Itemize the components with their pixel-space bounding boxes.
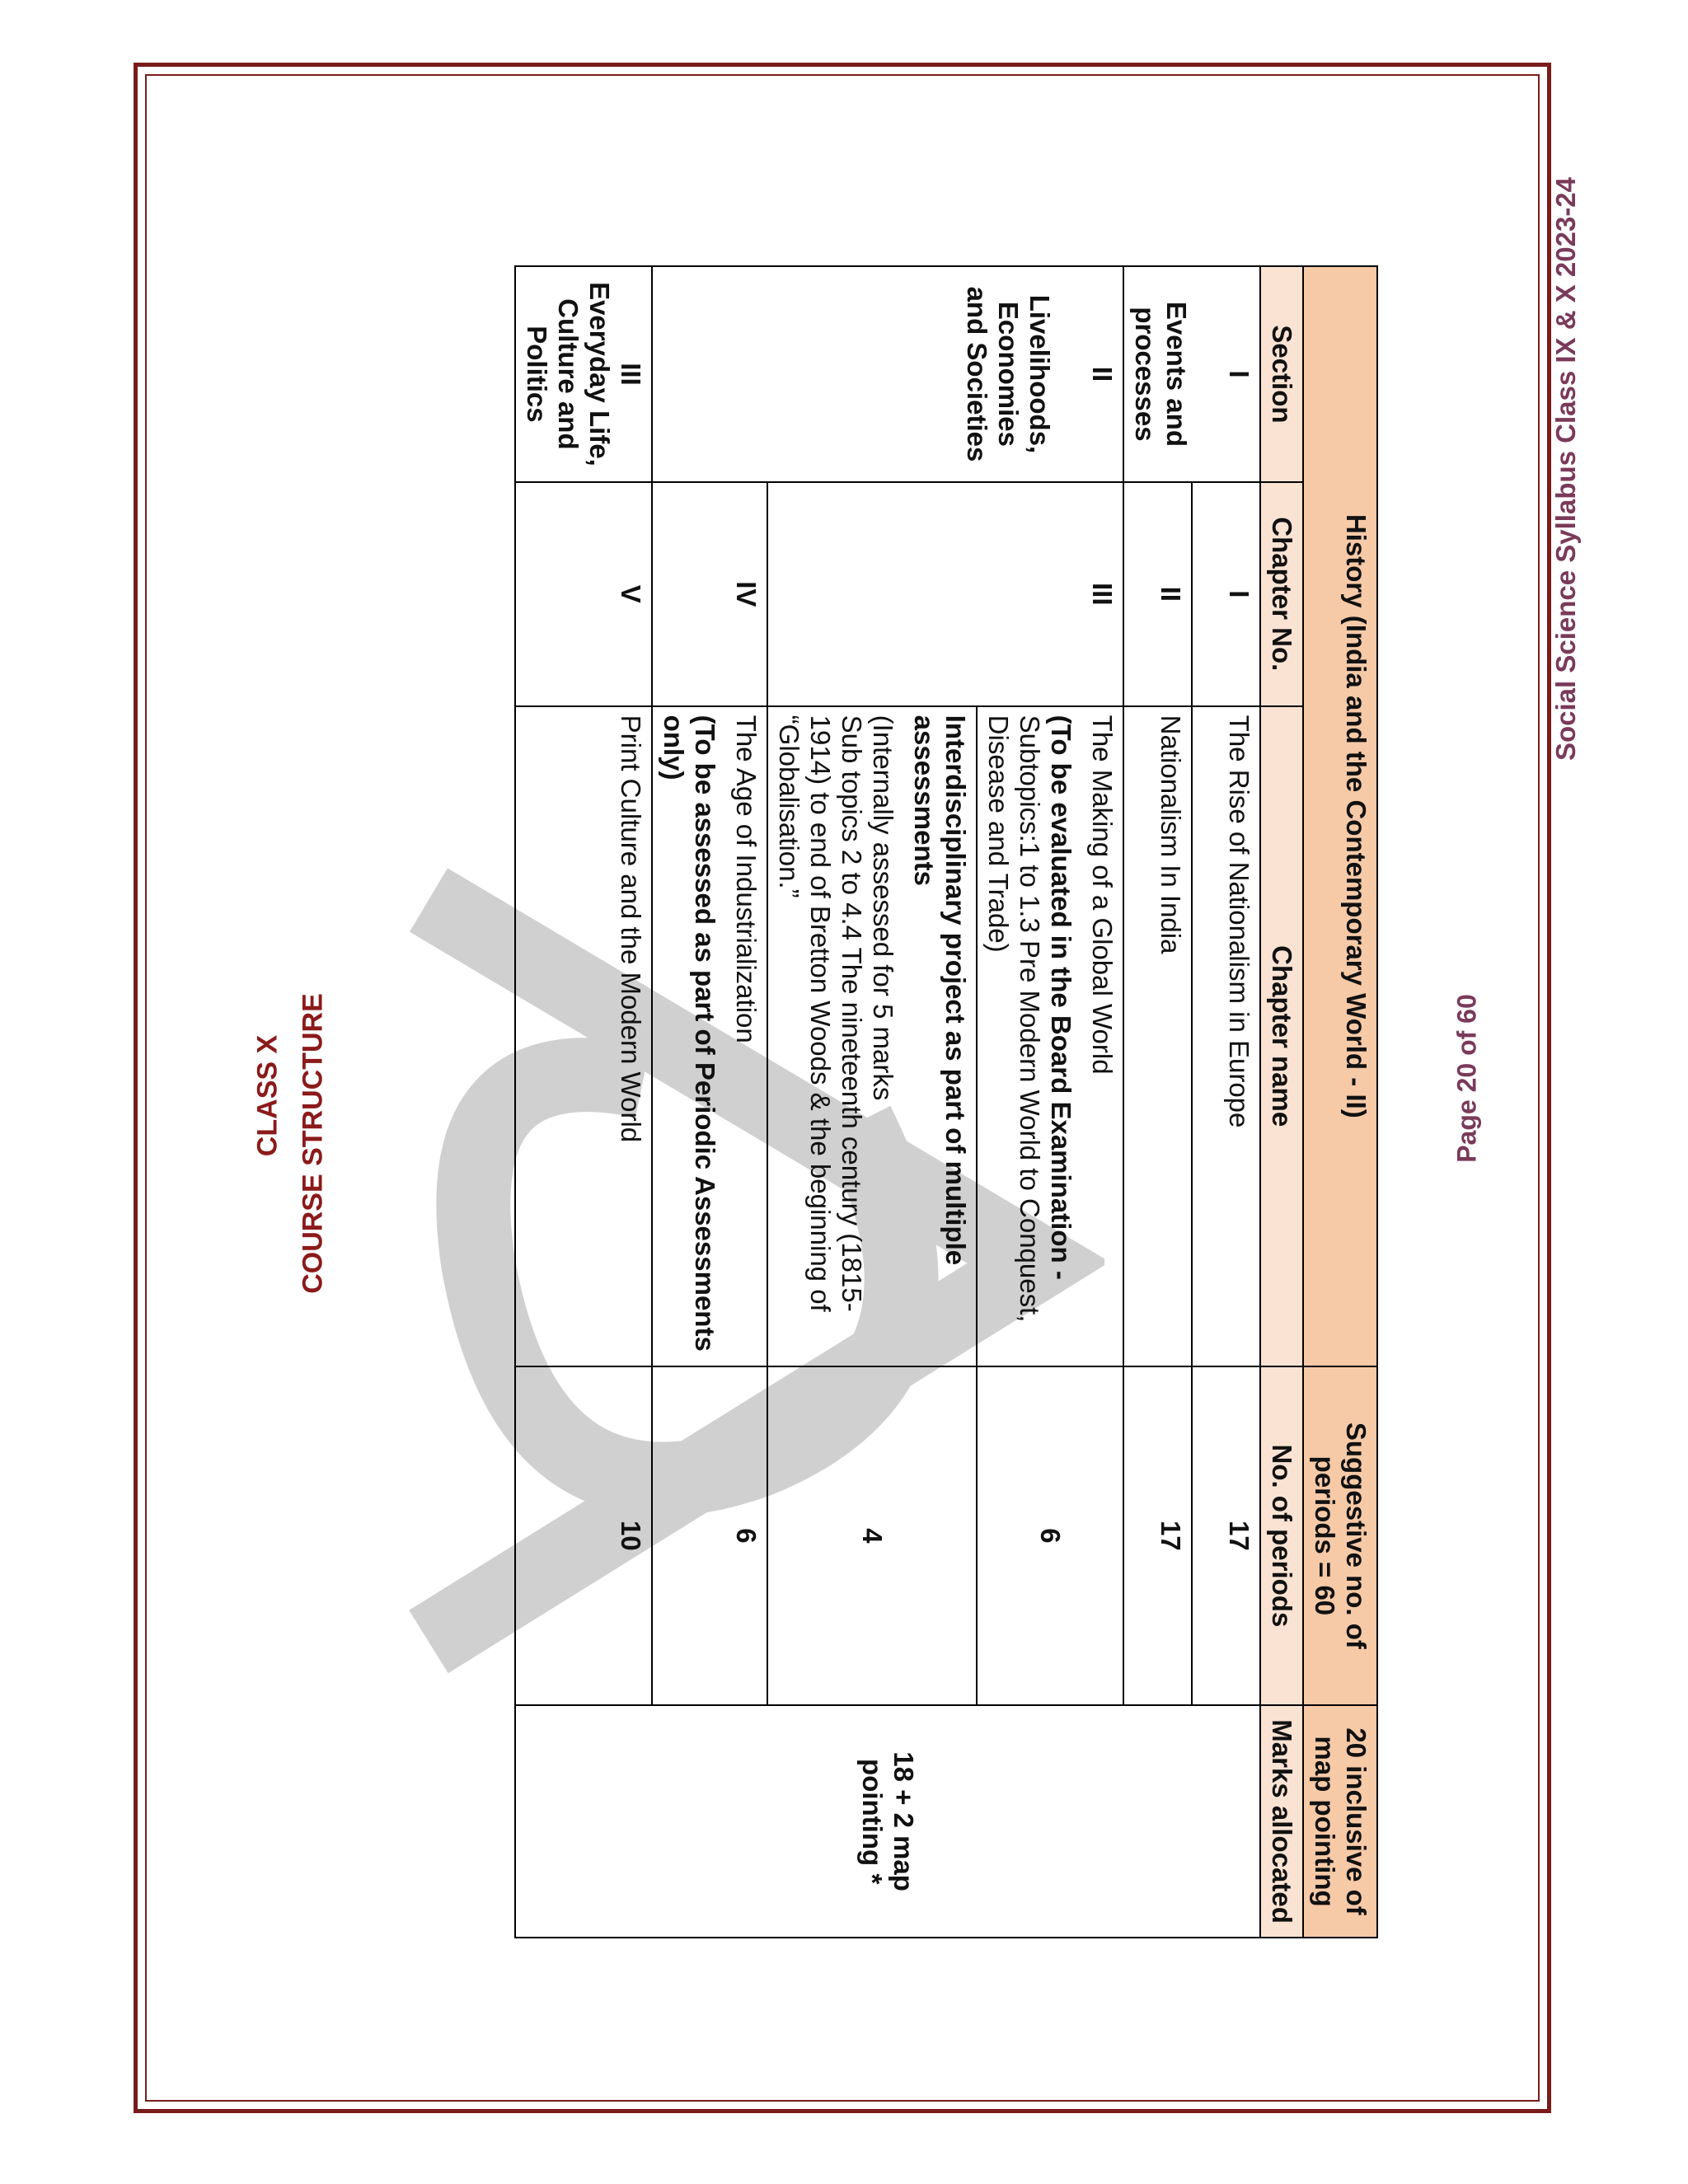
col-section: Section [1260, 266, 1303, 482]
class-title: CLASS X [251, 1034, 284, 1157]
course-structure-title: COURSE STRUCTURE [297, 993, 329, 1294]
table-row: II Livelihoods, Economies and Societies III The Making of a Global World (To be evaluated in the Board Examination - Subtopics:1 to 1.3 Pre Modern World to Conquest, Disease and Trade) 6 [977, 266, 1123, 1938]
marks-group-header: 20 inclusive of map pointing [1303, 1705, 1377, 1938]
col-marks: Marks allocated [1260, 1705, 1303, 1938]
table-row: Interdisciplinary project as part of multiple assessments (Internally assessed for 5 marks Sub topics 2 to 4.4 The nineteenth century (1815-1914) to end of Bretton Woods & the beginning of “Globalisation.” 4 [767, 266, 977, 1938]
table-row: IV The Age of Industrialization (To be assessed as part of Periodic Assessments only) 6 [652, 266, 767, 1938]
page-number: Page 20 of 60 [1451, 994, 1482, 1163]
history-group-header: History (India and the Contemporary World - II) [1303, 266, 1377, 1366]
col-periods: No. of periods [1260, 1366, 1303, 1706]
periods-group-header: Suggestive no. of periods = 60 [1303, 1366, 1377, 1706]
table-row: III Everyday Life, Culture and Politics V Print Culture and the Modern World 10 [515, 266, 652, 1938]
table-row: II Nationalism In India 17 [1123, 266, 1192, 1938]
section-3: III Everyday Life, Culture and Politics [515, 266, 652, 482]
table-row: I Events and processes I The Rise of Nationalism in Europe 17 18 + 2 map pointing * [1192, 266, 1260, 1938]
rotated-page-content [181, 92, 1517, 2077]
course-structure-table [514, 265, 1378, 1938]
document-title: Social Science Syllabus Class IX & X 2023-24 [1550, 176, 1581, 762]
marks-section-2: 18 + 2 map pointing * [515, 1705, 1260, 1938]
col-chapter-name: Chapter name [1260, 706, 1303, 1366]
section-1: I Events and processes [1123, 266, 1260, 482]
section-2: II Livelihoods, Economies and Societies [652, 266, 1123, 482]
col-chapter-no: Chapter No. [1260, 482, 1303, 706]
